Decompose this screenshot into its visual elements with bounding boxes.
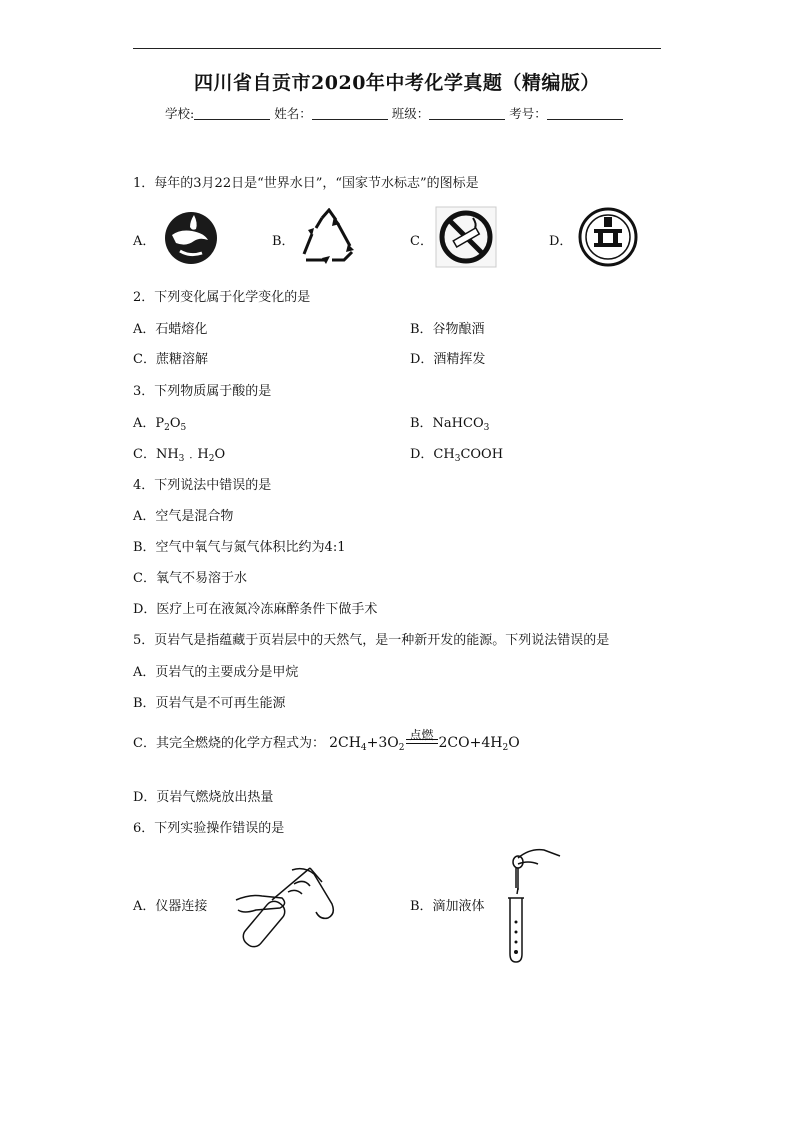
q5-option-a: A．页岩气的主要成分是甲烷 [133,665,299,680]
school-label: 学校: [165,106,195,121]
no-smoking-icon [433,204,499,270]
q1-stem: 1．每年的3月22日是“世界水日”，“国家节水标志”的图标是 [133,176,479,191]
q1-option-d-label: D． [549,234,573,249]
q5-option-c: C．其完全燃烧的化学方程式为： $2CH_4+3O_2$ 点燃 $2CO+4H_2O$ [133,728,520,753]
q4-option-c: C．氧气不易溶于水 [133,571,247,586]
q2-option-c: C．蔗糖溶解 [133,352,208,367]
page-title: 四川省自贡市2020年中考化学真题（精编版） [194,72,600,94]
q6-option-a: A．仪器连接 [133,899,208,914]
q1-option-b-label: B． [272,234,295,249]
class-blank[interactable] [429,106,505,120]
q6-stem: 6．下列实验操作错误的是 [133,821,285,836]
instrument-connection-illustration [232,860,342,952]
toxic-symbol-icon [576,205,640,269]
q3-option-c: C．$NH_3﹒H_2O$ [133,447,226,464]
header-rule [133,48,661,49]
q1-option-c-label: C． [410,234,433,249]
q2-stem: 2．下列变化属于化学变化的是 [133,290,311,305]
student-info-line [165,104,623,122]
q3-option-d: D．$CH_3COOH$ [410,447,504,464]
q4-option-a: A．空气是混合物 [133,509,234,524]
q2-option-a: A．石蜡熔化 [133,322,208,337]
q2-option-b: B．谷物酿酒 [410,322,485,337]
q4-option-b: B．空气中氧气与氮气体积比约为4:1 [133,540,346,555]
q4-stem: 4．下列说法中错误的是 [133,478,272,493]
q2-option-d: D．酒精挥发 [410,352,486,367]
q1-option-a-label: A． [133,234,156,249]
q3-option-b: B．NaHCO$_3$ [410,416,490,433]
name-label: 姓名： [274,106,312,121]
q3-option-a: A．$P_2O_5$ [133,416,187,433]
combustion-equation: $2CH_4+3O_2$ 点燃 $2CO+4H_2O$ [329,728,520,753]
number-label: 考号： [509,106,547,121]
q5-stem: 5．页岩气是指蕴藏于页岩层中的天然气，是一种新开发的能源。下列说法错误的是 [133,633,610,648]
recycle-icon [298,208,360,264]
q3-stem: 3．下列物质属于酸的是 [133,384,272,399]
school-blank[interactable] [194,106,270,120]
q4-option-d: D．医疗上可在液氮冷冻麻醉条件下做手术 [133,602,378,617]
dropping-liquid-illustration [488,842,568,966]
q5-option-b: B．页岩气是不可再生能源 [133,696,286,711]
name-blank[interactable] [312,106,388,120]
number-blank[interactable] [547,106,623,120]
q5-option-d: D．页岩气燃烧放出热量 [133,790,274,805]
reaction-arrow: 点燃 [406,739,438,744]
class-label: 班级： [391,106,430,121]
water-drop-hand-icon [158,207,224,267]
q6-option-b: B．滴加液体 [410,899,485,914]
